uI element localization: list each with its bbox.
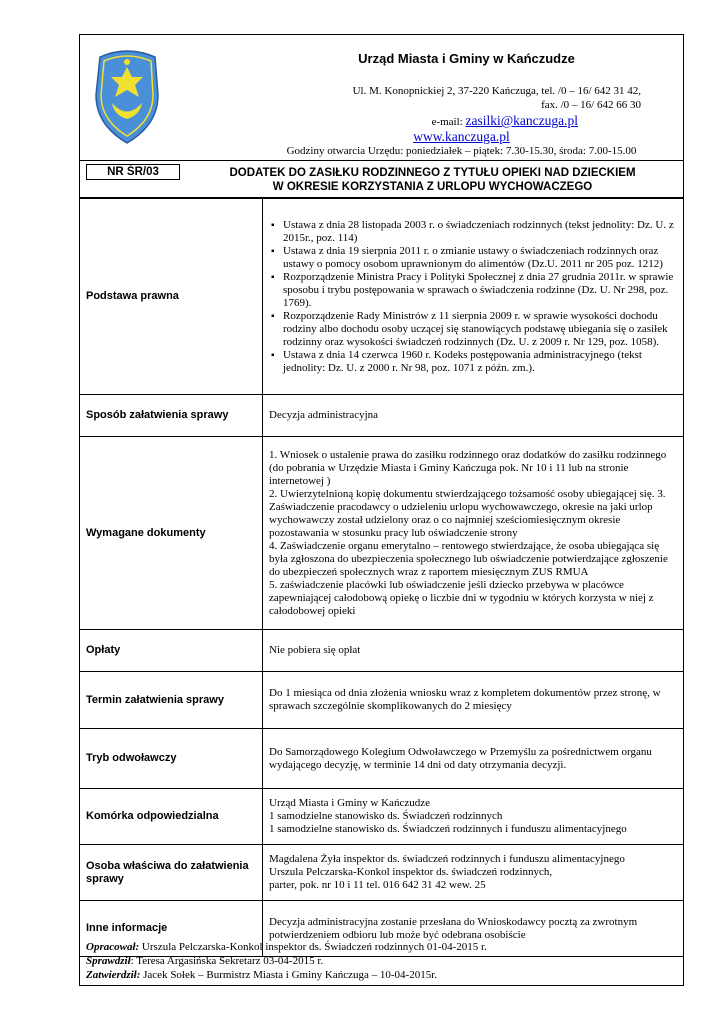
list-item: ▪ Rozporządzenie Rady Ministrów z 11 sierpnia 2009 r. w sprawie wysokości dochodu rodziny albo dochodu osoby uczącej się stanowiących podstawę ubiegania się o zasiłek rodzinny oraz wysokości świadczeń rodzinnych (Dz. U. z 2009 r. Nr 129, poz. 1058). xyxy=(283,310,677,349)
row-value: Do 1 miesiąca od dnia złożenia wniosku wraz z kompletem dokumentów przez stronę, w sprawach szczególnie skomplikowanych do 2 miesięcy xyxy=(263,672,684,729)
row-label: Opłaty xyxy=(80,630,263,672)
row-label: Podstawa prawna xyxy=(80,199,263,395)
list-item: 1 samodzielne stanowisko ds. Świadczeń rodzinnych xyxy=(269,810,503,822)
document-title-bar xyxy=(80,160,683,198)
document-title-line-2: W OKRESIE KORZYSTANIA Z URLOPU WYCHOWACZEGO xyxy=(272,181,593,193)
list-item: 1 samodzielne stanowisko ds. Świadczeń rodzinnych i funduszu alimentacyjnego xyxy=(269,823,627,835)
list-item: ▪ Ustawa z dnia 19 sierpnia 2011 r. o zmianie ustawy o świadczeniach rodzinnych oraz ustawy o pomocy osobom uprawnionym do alimentów (Dz.U. 2011 nr 205 poz. 1212) xyxy=(283,245,677,271)
unit-value xyxy=(263,789,684,845)
row-value: Decyzja administracyjna zostanie przesłana do Wnioskodawcy pocztą za zwrotnym potwierdzeniem odbioru lub może być odebrana osobiście xyxy=(263,901,684,957)
row-label: Termin załatwienia sprawy xyxy=(80,672,263,729)
office-fax: fax. /0 – 16/ 642 66 30 xyxy=(541,99,641,111)
list-item: parter, pok. nr 10 i 11 tel. 016 642 31 42 wew. 25 xyxy=(269,879,486,891)
checked-label: Sprawdził xyxy=(86,955,131,967)
office-address: Ul. M. Konopnickiej 2, 37-220 Kańczuga, tel. /0 – 16/ 642 31 42, xyxy=(352,85,641,97)
website-link[interactable]: www.kanczuga.pl xyxy=(413,129,510,144)
list-item: Urząd Miasta i Gminy w Kańczudze xyxy=(269,797,430,809)
list-item: Magdalena Żyła inspektor ds. świadczeń rodzinnych i funduszu alimentacyjnego xyxy=(269,853,625,865)
list-item: ▪ Rozporządzenie Ministra Pracy i Polityki Społecznej z dnia 27 grudnia 2011r. w sprawie sposobu i trybu postępowania w sprawach o świadczenia rodzinne (Dz. U. Nr 298, poz. 1769). xyxy=(283,271,677,310)
table-row xyxy=(80,395,683,437)
row-value: Nie pobiera się opłat xyxy=(263,630,684,672)
list-item: ▪ Ustawa z dnia 14 czerwca 1960 r. Kodeks postępowania administracyjnego (tekst jednolity: Dz. U. z 2000 r. Nr 98, poz. 1071 z późn. zm.). xyxy=(283,349,677,375)
document-footer xyxy=(80,936,683,985)
table-row xyxy=(80,789,683,845)
person-value xyxy=(263,845,684,901)
approved-label: Zatwierdził: xyxy=(86,969,141,981)
table-row xyxy=(80,845,683,901)
table-row xyxy=(80,729,683,789)
list-item: 4. Zaświadczenie organu emerytalno – rentowego stwierdzające, że osoba ubiegająca się była zgłoszona do ubezpieczenia społecznego lub oświadczenie potwierdzające zgłoszenie do ubezpieczeń społecznych wraz z raportem miesięcznym ZUS RMUA xyxy=(269,539,668,578)
documents-value xyxy=(263,437,684,630)
opening-hours: Godziny otwarcia Urzędu: poniedziałek – piątek: 7.30-15.30, środa: 7.00-15.00 xyxy=(286,145,637,157)
document-number: NR ŚR/03 xyxy=(86,164,180,180)
row-label: Komórka odpowiedzialna xyxy=(80,789,263,845)
document-page xyxy=(79,34,684,986)
info-table xyxy=(80,198,683,957)
document-header xyxy=(80,35,683,160)
table-row xyxy=(80,437,683,630)
document-title xyxy=(190,166,675,194)
list-item: ▪ Ustawa z dnia 28 listopada 2003 r. o świadczeniach rodzinnych (tekst jednolity: Dz. U. z 2015r., poz. 114) xyxy=(283,219,677,245)
legal-basis-value xyxy=(263,199,684,395)
row-value: Decyzja administracyjna xyxy=(263,395,684,437)
row-label: Wymagane dokumenty xyxy=(80,437,263,630)
row-value: Do Samorządowego Kolegium Odwoławczego w Przemyślu za pośrednictwem organu wydającego decyzję, w terminie 14 dni od daty otrzymania decyzji. xyxy=(263,729,684,789)
office-name: Urząd Miasta i Gminy w Kańczudze xyxy=(358,51,575,66)
row-label: Osoba właściwa do załatwienia sprawy xyxy=(80,845,263,901)
prepared-by: Urszula Pelczarska-Konkol inspektor ds. Świadczeń rodzinnych 01-04-2015 r. xyxy=(141,941,487,953)
checked-by: : Teresa Argasińska Sekretarz 03-04-2015 r. xyxy=(130,955,324,967)
email-label: e-mail: xyxy=(431,116,463,128)
list-item: 1. Wniosek o ustalenie prawa do zasiłku rodzinnego oraz dodatków do zasiłku rodzinnego (do pobrania w Urzędzie Miasta i Gminy Kańczuga pok. Nr 10 i 11 lub na stronie internetowej ) xyxy=(269,448,667,487)
list-item: 5. zaświadczenie placówki lub oświadczenie jeśli dziecko przebywa w placówce zapewniającej całodobową opiekę o liczbie dni w tygodniu w których korzysta w niej z całodobowej opieki xyxy=(269,578,654,617)
approved-by: Jacek Sołek – Burmistrz Miasta i Gminy Kańczuga – 10-04-2015r. xyxy=(143,969,438,981)
table-row xyxy=(80,630,683,672)
row-label: Inne informacje xyxy=(80,901,263,957)
prepared-label: Opracował: xyxy=(86,941,140,953)
row-label: Sposób załatwienia sprawy xyxy=(80,395,263,437)
document-title-line-1: DODATEK DO ZASIŁKU RODZINNEGO Z TYTUŁU OPIEKI NAD DZIECKIEM xyxy=(229,167,636,179)
table-row xyxy=(80,672,683,729)
row-label: Tryb odwoławczy xyxy=(80,729,263,789)
list-item: 2. Uwierzytelnioną kopię dokumentu stwierdzającego tożsamość osoby ubiegającej się. 3. Zaświadczenie pracodawcy o udzieleniu urlopu wychowawczego, okresie na jaki urlop wychowawczy został udzielony oraz o co najmniej sześciomiesięcznym okresie pozostawania w stosunku pracy lub oświadczenie strony xyxy=(269,487,666,539)
table-row xyxy=(80,199,683,395)
email-link[interactable]: zasilki@kanczuga.pl xyxy=(465,113,578,128)
list-item: Urszula Pelczarska-Konkol inspektor ds. świadczeń rodzinnych, xyxy=(269,866,553,878)
